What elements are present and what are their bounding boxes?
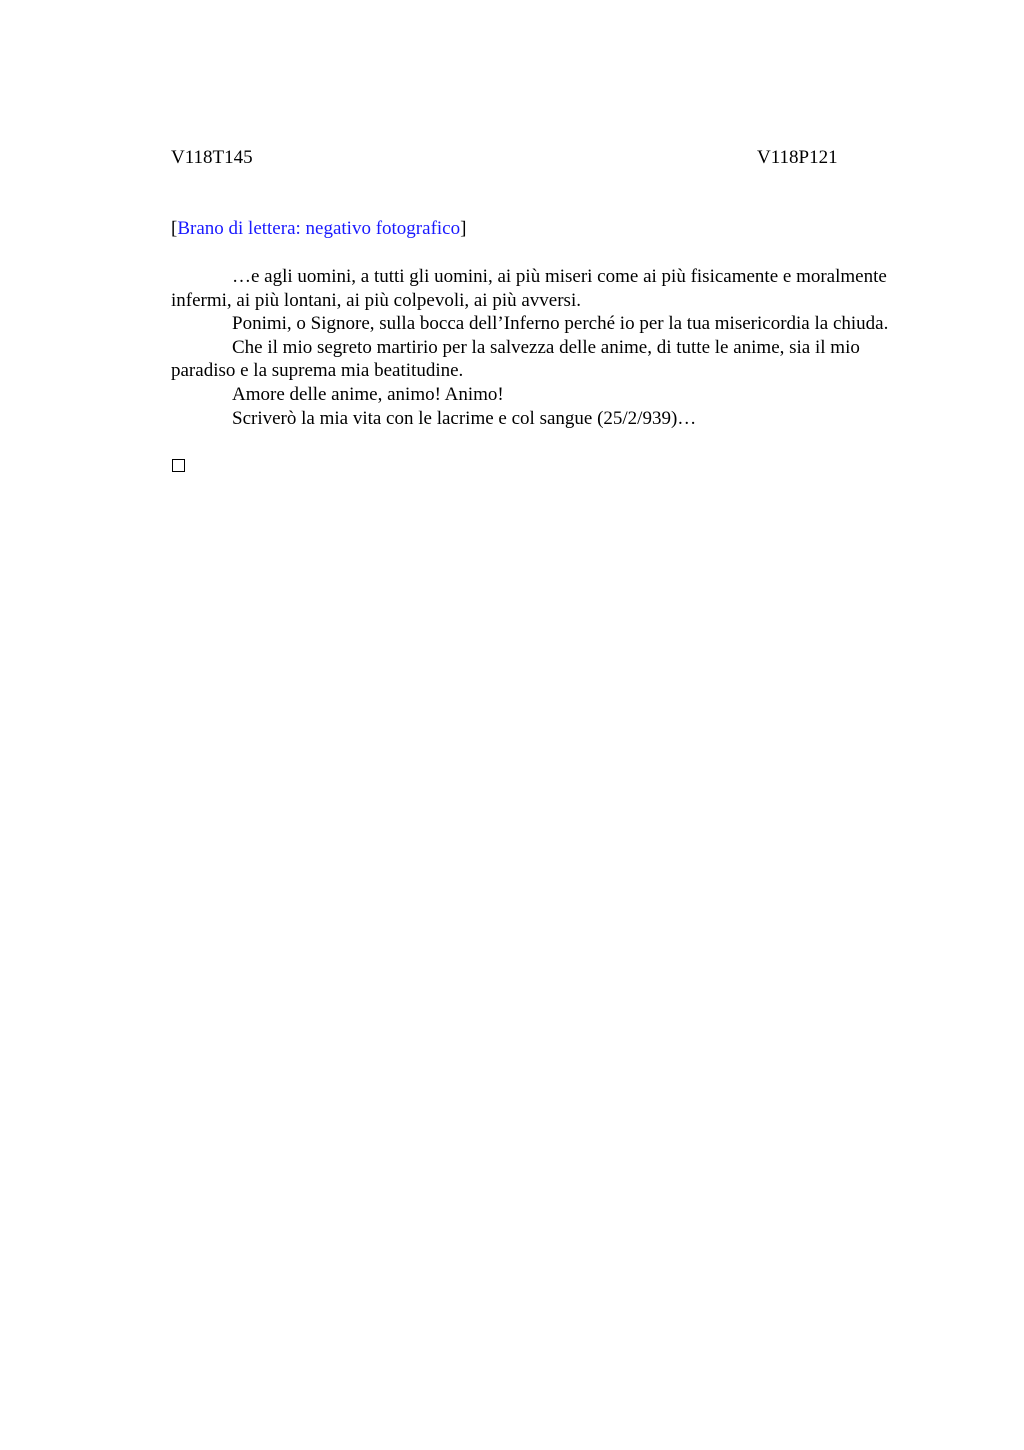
volume-text-code: V118T145 (171, 147, 253, 168)
volume-page-code: V118P121 (757, 147, 838, 168)
caption-close-bracket: ] (460, 218, 467, 239)
paragraph: …e agli uomini, a tutti gli uomini, ai più miseri come ai più fisicamente e moralmente infermi, ai più lontani, ai più colpevoli, ai più avversi. (171, 266, 887, 311)
letter-excerpt (171, 265, 919, 430)
paragraph: Che il mio segreto martirio per la salvezza delle anime, di tutte le anime, sia il mio paradiso e la suprema mia beatitudine. (171, 336, 860, 382)
paragraph: Scriverò la mia vita con le lacrime e col sangue (25/2/939)… (232, 407, 697, 429)
caption-open-bracket: [ (171, 218, 178, 239)
caption (171, 217, 466, 241)
paragraph: Amore delle anime, animo! Animo! (232, 383, 504, 405)
paragraph: Ponimi, o Signore, sulla bocca dell’Inferno perché io per la tua misericordia la chiuda. (232, 313, 889, 335)
caption-text: Brano di lettera: negativo fotografico (177, 218, 461, 239)
square-box-icon (172, 459, 185, 472)
